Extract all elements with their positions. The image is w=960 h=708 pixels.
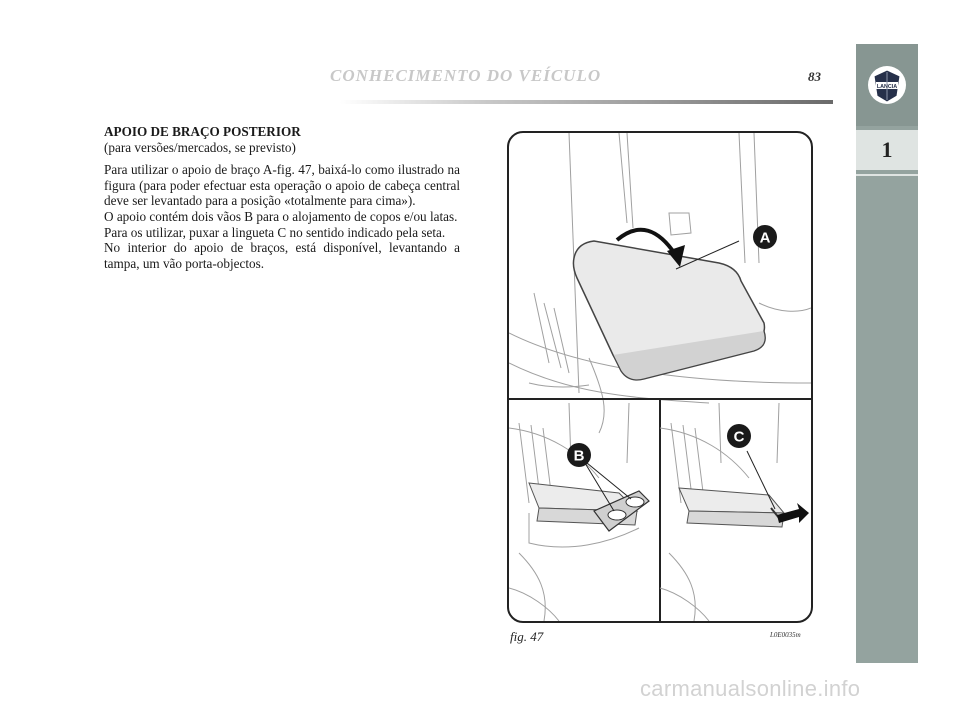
callout-c: C [733,428,745,446]
logo-text: LANCIA [876,84,898,90]
figure-caption: fig. 47 [510,629,544,644]
callout-a: A [759,229,771,247]
section-subtitle: (para versões/mercados, se previsto) [104,139,296,155]
watermark: carmanualsonline.info [640,676,861,701]
lancia-logo-icon [865,63,909,107]
paragraph: Para os utilizar, puxar a lingueta C no sentido indicado pela seta. [104,224,446,240]
armrest-illustration [509,133,811,621]
sidebar-divider [856,174,918,176]
chapter-sidebar [856,44,918,663]
page-number: 83 [808,69,821,84]
callout-b: B [573,447,585,465]
header-rule [340,100,833,104]
paragraph: No interior do apoio de braços, está disponível, levantando a tampa, um vão porta-objectos. [104,240,460,271]
paragraph: Para utilizar o apoio de braço A-fig. 47, baixá-lo como ilustrado na figura (para poder efectuar esta operação o apoio de cabeça central deve ser levantado para a posição «totalmente para cima»). [104,162,460,209]
section-body [104,124,460,271]
running-header-title: CONHECIMENTO DO VEÍCULO [330,66,602,85]
paragraph: O apoio contém dois vãos B para o alojamento de copos e/ou latas. [104,208,458,224]
figure-47 [507,131,813,623]
section-title: APOIO DE BRAÇO POSTERIOR [104,124,301,139]
figure-code: L0E0035m [770,631,801,639]
chapter-number: 1 [856,130,918,170]
logo-box [856,44,918,126]
